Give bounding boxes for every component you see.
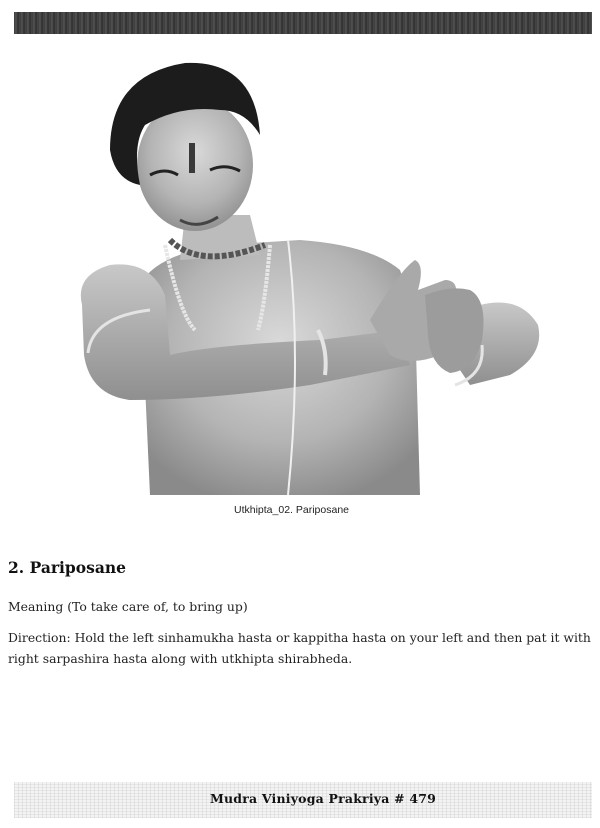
- footer-title-text: Mudra Viniyoga Prakriya # 479: [209, 791, 437, 806]
- section-heading: 2. Pariposane: [8, 558, 126, 577]
- header-bar: [14, 12, 592, 34]
- dancer-photo: [70, 55, 550, 495]
- footer-running-title: [0, 791, 600, 806]
- figure-caption: Utkhipta_02. Pariposane: [234, 504, 349, 516]
- direction-paragraph: Direction: Hold the left sinhamukha hasta or kappitha hasta on your left and then pat it with right sarpashira hasta along with utkhipta shirabheda.: [8, 630, 591, 666]
- dancer-photo-icon: [70, 55, 550, 495]
- meaning-paragraph: Meaning (To take care of, to bring up): [8, 599, 248, 614]
